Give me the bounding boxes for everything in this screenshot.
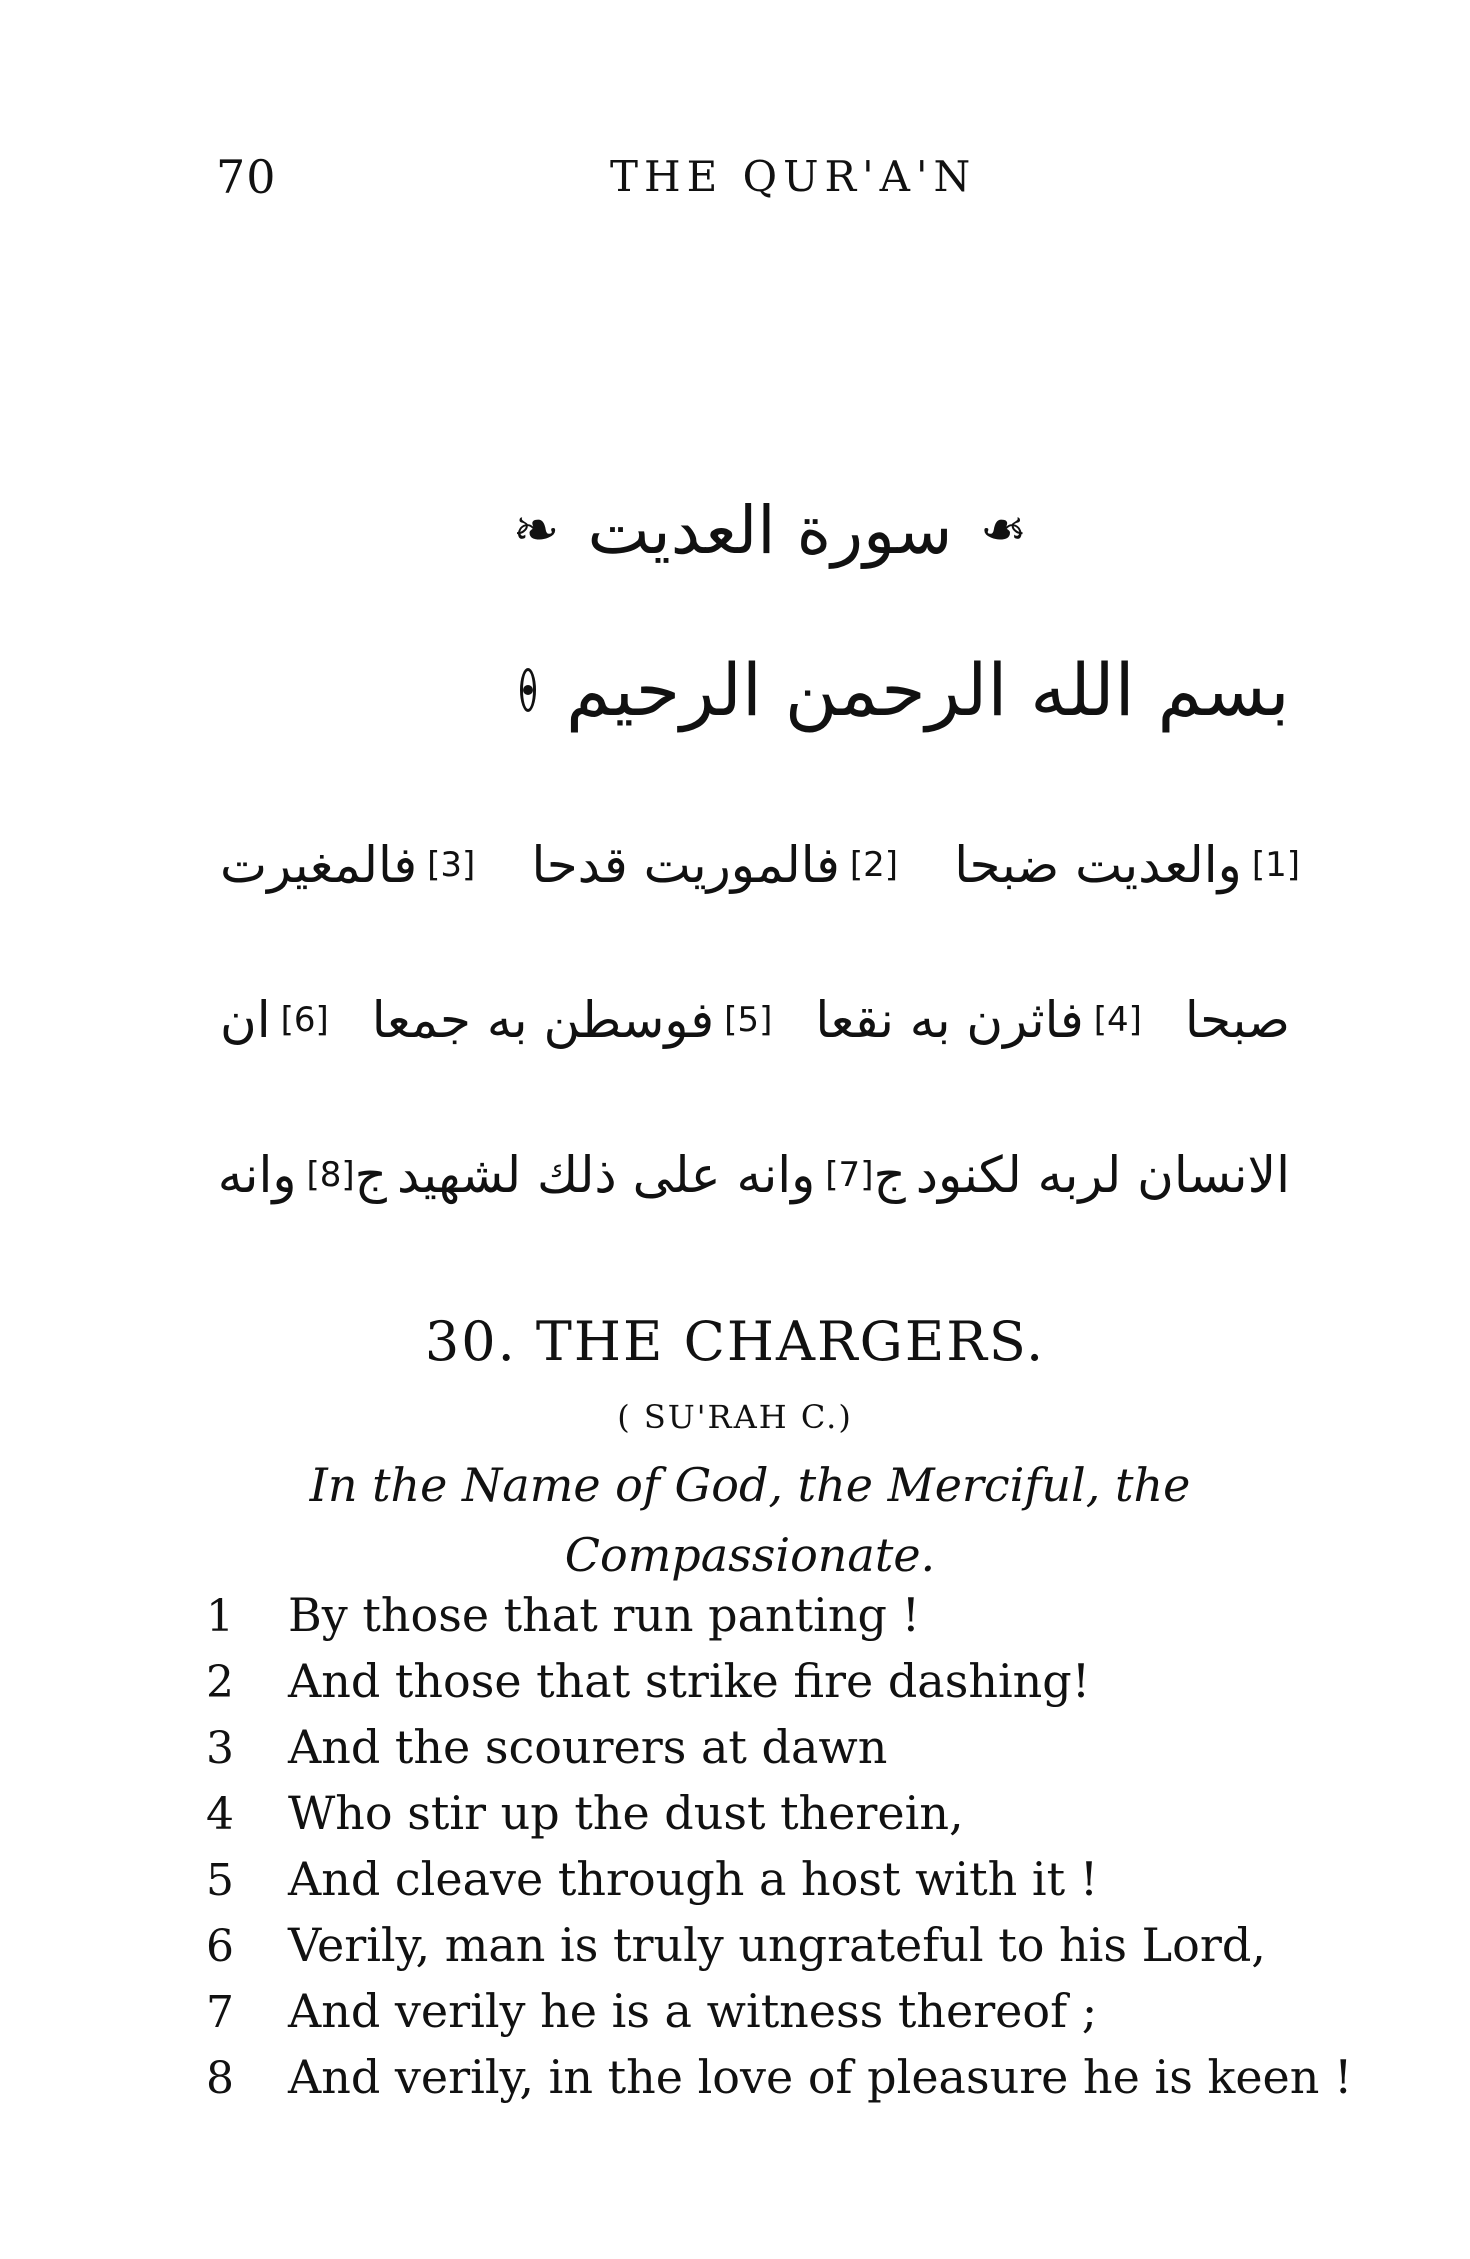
arabic-verse-number: [6] (280, 1000, 329, 1040)
verse-number: 8 (206, 2053, 234, 2104)
verse-number: 3 (206, 1723, 234, 1774)
english-verse (206, 1852, 1356, 1918)
pause-mark: ج (354, 1146, 387, 1204)
english-verse (206, 1720, 1356, 1786)
arabic-verse-text: فاثرن به نقعا (815, 991, 1084, 1049)
verse-text: And the scourers at dawn (288, 1720, 888, 1774)
verse-text: And cleave through a host with it ! (288, 1852, 1099, 1906)
verse-number: 7 (206, 1987, 234, 2038)
arabic-line-1 (220, 800, 1300, 930)
arabic-verse-text: وانه (217, 1146, 297, 1204)
pause-mark: ج (873, 1146, 906, 1204)
english-verse (206, 2050, 1356, 2116)
surah-heading-ornament (512, 480, 1028, 580)
arabic-verse-segment (372, 991, 773, 1049)
arabic-verse-number: [8] (306, 1155, 355, 1195)
english-verse (206, 1786, 1356, 1852)
left-flourish-icon: ❧ (512, 497, 560, 563)
arabic-verse-segment (531, 836, 898, 894)
invocation: In the Name of God, the Merciful, the Compassionate. (309, 1458, 1191, 1582)
verse-number: 4 (206, 1789, 234, 1840)
arabic-verse-segment (220, 836, 475, 894)
verse-text: And verily, in the love of pleasure he is keen ! (288, 2050, 1353, 2104)
arabic-verse-number: [2] (849, 845, 899, 885)
arabic-verse-segment (218, 1146, 355, 1204)
arabic-verse-text: ان (220, 991, 271, 1049)
arabic-verse-segment (873, 1146, 1300, 1204)
verse-text: Verily, man is truly ungrateful to his Lord, (288, 1918, 1266, 1972)
arabic-verse-segment (1185, 991, 1300, 1049)
arabic-verse-number: [7] (825, 1155, 874, 1195)
english-verse (206, 1918, 1356, 1984)
arabic-verse-number: [4] (1093, 1000, 1142, 1040)
arabic-verse-text: فالموريت قدحا (531, 836, 840, 894)
verse-text: And verily he is a witness thereof ; (288, 1984, 1098, 2038)
verse-text: By those that run panting ! (288, 1588, 921, 1642)
verse-number: 5 (206, 1855, 234, 1906)
english-verse-list (206, 1588, 1356, 2116)
arabic-line-2 (220, 955, 1300, 1085)
arabic-verse-segment (220, 991, 329, 1049)
arabic-verse-number: [1] (1251, 845, 1300, 885)
arabic-surah-name: سورة العديت (587, 491, 953, 569)
running-title: THE QUR'A'N (610, 152, 977, 201)
arabic-verse-text: صبحا (1184, 991, 1290, 1049)
page-number: 70 (216, 150, 277, 204)
arabic-verse-segment (355, 1146, 874, 1204)
verse-number: 1 (206, 1591, 234, 1642)
arabic-verse-text: فالمغيرت (220, 836, 418, 894)
english-verse (206, 1984, 1356, 2050)
english-verse (206, 1654, 1356, 1720)
arabic-verse-text: الانسان لربه لكنود (915, 1146, 1290, 1204)
arabic-basmala: بسم الله الرحمن الرحيم (566, 648, 1290, 732)
verse-text: Who stir up the dust therein, (288, 1786, 964, 1840)
arabic-line-3 (217, 1110, 1300, 1240)
arabic-verse-segment (815, 991, 1142, 1049)
verse-number: 2 (206, 1657, 234, 1708)
circle-verse-marker-icon (520, 668, 536, 712)
english-verse (206, 1588, 1356, 1654)
verse-number: 6 (206, 1921, 234, 1972)
arabic-verse-segment (954, 836, 1300, 894)
section-title: 30. THE CHARGERS. (424, 1310, 1046, 1373)
arabic-verse-number: [3] (427, 845, 476, 885)
basmala-row (520, 630, 1290, 750)
arabic-verse-number: [5] (724, 1000, 773, 1040)
arabic-verse-text: وانه على ذلك لشهيد (396, 1146, 816, 1204)
surah-reference: ( SU'RAH C.) (617, 1398, 853, 1436)
arabic-verse-text: والعديت ضبحا (954, 836, 1242, 894)
verse-text: And those that strike fire dashing! (288, 1654, 1091, 1708)
arabic-verse-text: فوسطن به جمعا (371, 991, 715, 1049)
right-flourish-icon: ❧ (980, 497, 1028, 563)
